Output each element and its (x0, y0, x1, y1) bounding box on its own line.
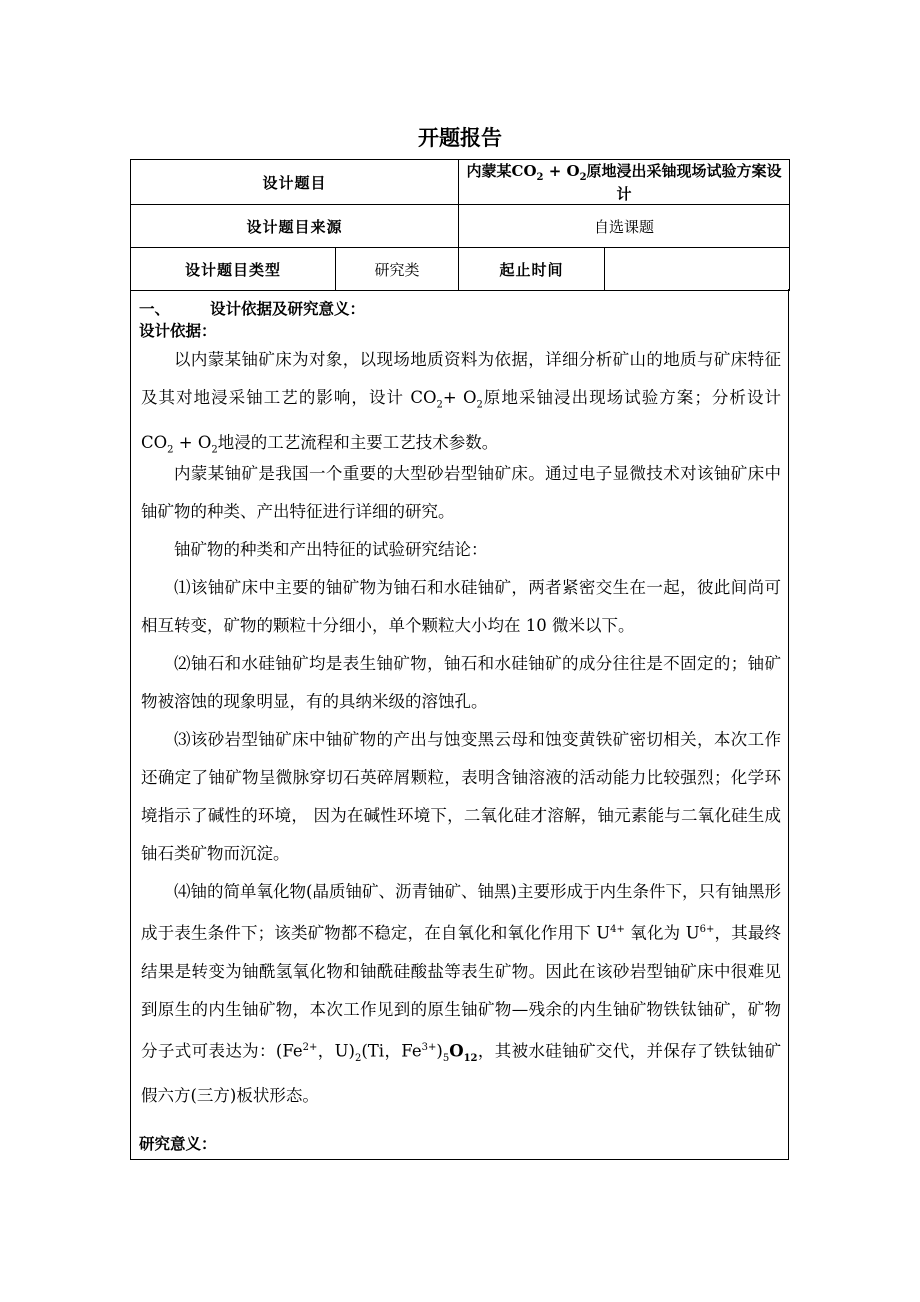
type-label: 设计题目类型 (131, 248, 336, 291)
paragraph-3: 铀矿物的种类和产出特征的试验研究结论： (174, 540, 488, 559)
paragraph-2: 内蒙某铀矿是我国一个重要的大型砂岩型铀矿床。通过电子显微技术对该铀矿床中铀矿物的种类、产出特征进行详细的研究。 (141, 464, 781, 521)
significance-label: 研究意义： (139, 1134, 217, 1153)
section-heading (139, 297, 365, 319)
time-label: 起止时间 (459, 248, 605, 291)
paragraph-1: 以内蒙某铀矿床为对象，以现场地质资料为依据，详细分析矿山的地质与矿床特征及其对地浸采铀工艺的影响，设计 $CO_2+ O_2$原地采铀浸出现场试验方案；分析设计 $CO_2 + O_2$地浸的工艺流程和主要工艺技术参数。 (141, 350, 781, 456)
topic-label: 设计题目 (131, 160, 459, 205)
basis-label: 设计依据： (139, 321, 217, 340)
info-table (130, 159, 790, 291)
paragraph-6: ⑶该砂岩型铀矿床中铀矿物的产出与蚀变黑云母和蚀变黄铁矿密切相关，本次工作还确定了铀矿物呈微脉穿切石英碎屑颗粒，表明含铀溶液的活动能力比较强烈；化学环境指示了碱性的环境， 因为在碱性环境下，二氧化硅才溶解，铀元素能与二氧化硅生成铀石类矿物而沉淀。 (141, 730, 781, 863)
source-value: 自选课题 (459, 205, 790, 248)
paragraph-4: ⑴该铀矿床中主要的铀矿物为铀石和水硅铀矿，两者紧密交生在一起，彼此间尚可相互转变，矿物的颗粒十分细小，单个颗粒大小均在 10 微米以下。 (141, 578, 781, 635)
content-box (130, 289, 789, 1160)
type-value: 研究类 (336, 248, 459, 291)
time-value (605, 248, 790, 291)
paragraph-5: ⑵铀石和水硅铀矿均是表生铀矿物，铀石和水硅铀矿的成分往往是不固定的；铀矿物被溶蚀的现象明显，有的具纳米级的溶蚀孔。 (141, 654, 781, 711)
type-row (131, 248, 790, 291)
topic-value: 内蒙某$CO_2 + O_2$原地浸出采铀现场试验方案设计 (459, 160, 790, 205)
section-heading-text: 设计依据及研究意义： (210, 299, 366, 318)
document-title: 开题报告 (418, 125, 502, 150)
source-label: 设计题目来源 (131, 205, 459, 248)
source-row (131, 205, 790, 248)
paragraph-7: ⑷铀的简单氧化物(晶质铀矿、沥青铀矿、铀黑)主要形成于内生条件下，只有铀黑形成于表生条件下；该类矿物都不稳定，在自氧化和氧化作用下 $U^{4+}$ 氧化为 $U^{6+}$，其最终结果是转变为铀酰氢氧化物和铀酰硅酸盐等表生矿物。因此在该砂岩型铀矿床中很难见到原生的内生铀矿物，本次工作见到的原生铀矿物—残余的内生铀矿物铁钛铀矿，矿物分子式可表达为：($Fe^{2+}$，$U)_2(Ti$，$Fe^{3+})_5O_{12}$，其被水硅铀矿交代，并保存了铁钛铀矿假六方(三方)板状形态。 (141, 882, 782, 1106)
topic-row (131, 160, 790, 205)
section-number: 一、 (139, 299, 171, 318)
